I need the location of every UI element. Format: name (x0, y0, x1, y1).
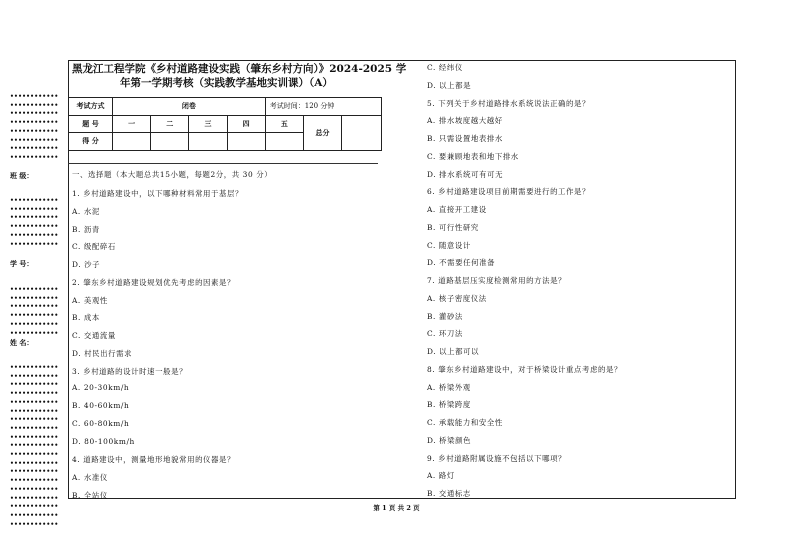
dot-line: •••••••••••• (10, 494, 59, 502)
dot-line: •••••••••••• (10, 231, 59, 239)
dot-line: •••••••••••• (10, 459, 59, 467)
dot-line: •••••••••••• (10, 468, 59, 476)
dot-line: •••••••••••• (10, 442, 59, 450)
question: 9. 乡村道路附属设施不包括以下哪项？ (427, 453, 567, 463)
option: A. 直接开工建设 (427, 205, 487, 214)
dot-line: •••••••••••• (10, 424, 59, 432)
dot-line: •••••••••••• (10, 303, 59, 311)
dot-line: •••••••••••• (10, 223, 59, 231)
dot-line: •••••••••••• (10, 136, 59, 144)
question: 1. 乡村道路建设中，以下哪种材料常用于基层？ (72, 189, 244, 198)
option: D. 排水系统可有可无 (427, 169, 504, 179)
option: D. 村民出行需求 (72, 348, 133, 358)
question: 2. 肇东乡村道路建设规划优先考虑的因素是？ (72, 277, 236, 287)
option: B. 灌砂法 (427, 311, 463, 321)
dot-line: •••••••••••• (10, 312, 59, 320)
exam-title-line2: 年第一学期考核（实践教学基地实训课）（A） (120, 77, 333, 89)
divider (68, 163, 378, 164)
dot-line: •••••••••••• (10, 520, 59, 528)
option: A. 美观性 (72, 295, 108, 305)
dot-line: •••••••••••• (10, 294, 59, 302)
exam-mode-label: 考试方式 (69, 98, 113, 116)
dot-line: •••••••••••• (10, 329, 59, 337)
dot-line: •••••••••••• (10, 119, 59, 127)
dot-line: •••••••••••• (10, 407, 59, 415)
col-2: 二 (151, 115, 189, 133)
dot-line: •••••••••••• (10, 205, 59, 213)
option: D. 以上都可以 (427, 347, 480, 356)
option: C. 要兼顾地表和地下排水 (427, 151, 519, 161)
score-table (68, 97, 382, 151)
option: A. 核子密度仪法 (427, 293, 487, 303)
col-4: 四 (227, 115, 265, 133)
dot-line: •••••••••••• (10, 451, 59, 458)
score-cell (265, 133, 303, 151)
option: C. 环刀法 (427, 329, 463, 339)
question-no-label: 题 号 (69, 115, 113, 133)
dot-line: •••••••••••• (10, 214, 59, 222)
option: C. 60-80km/h (72, 418, 130, 428)
question: 3. 乡村道路的设计时速一般是？ (72, 366, 188, 376)
score-cell (227, 133, 265, 151)
option: A. 桥梁外观 (427, 382, 471, 392)
dot-line: •••••••••••• (10, 101, 59, 109)
dot-line: •••••••••••• (10, 153, 59, 161)
exam-title-line1: 黑龙江工程学院《乡村道路建设实践（肇东乡村方向）》2024-2025 学 (72, 63, 407, 75)
option: B. 可行性研究 (427, 222, 479, 232)
exam-time: 考试时间：120 分钟 (265, 98, 381, 116)
dot-line: •••••••••••• (10, 320, 59, 328)
question: 8. 肇东乡村道路建设中，对于桥梁设计重点考虑的是？ (427, 364, 622, 374)
score-cell (151, 133, 189, 151)
dot-line: •••••••••••• (10, 286, 59, 293)
dot-line: •••••••••••• (10, 127, 59, 135)
option: D. 不需要任何准备 (427, 258, 496, 268)
dot-line: •••••••••••• (10, 197, 59, 204)
option: D. 以上都是 (427, 80, 472, 90)
option: B. 交通标志 (427, 489, 471, 498)
option: A. 水准仪 (72, 473, 108, 482)
question: 4. 道路建设中，测量地形地貌常用的仪器是？ (72, 455, 236, 465)
option: B. 全站仪 (72, 490, 108, 500)
col-5: 五 (265, 115, 303, 133)
option: C. 随意设计 (427, 240, 471, 250)
option: C. 交通流量 (72, 331, 116, 340)
dot-line: •••••••••••• (10, 477, 59, 485)
option: C. 承载能力和安全性 (427, 418, 503, 427)
option: D. 80-100km/h (72, 436, 135, 446)
col-1: 一 (113, 115, 151, 133)
section-heading: 一、选择题（本大题总共15小题，每题2分，共 30 分） (72, 170, 273, 179)
dot-line: •••••••••••• (10, 416, 59, 424)
option: C. 级配碎石 (72, 242, 116, 252)
dot-line: •••••••••••• (10, 145, 59, 153)
student-id-label: 学 号： (10, 259, 34, 268)
dot-line: •••••••••••• (10, 364, 59, 371)
option: C. 经纬仪 (427, 63, 463, 72)
question: 7. 道路基层压实度检测常用的方法是？ (427, 276, 567, 285)
col-3: 三 (189, 115, 227, 133)
page-footer: 第 1 页 共 2 页 (373, 504, 420, 512)
option: B. 只需设置地表排水 (427, 134, 503, 143)
total-cell (342, 115, 382, 150)
dot-line: •••••••••••• (10, 240, 59, 248)
dot-line: •••••••••••• (10, 511, 59, 519)
option: A. 排水坡度越大越好 (427, 116, 503, 126)
class-label: 班 级： (10, 171, 34, 180)
dot-line: •••••••••••• (10, 372, 59, 380)
option: D. 桥梁颜色 (427, 435, 472, 445)
dot-line: •••••••••••• (10, 503, 59, 511)
total-label: 总分 (304, 115, 342, 150)
score-label: 得 分 (69, 133, 113, 151)
name-label: 姓 名： (10, 338, 34, 347)
option: A. 20-30km/h (72, 383, 130, 393)
dot-line: •••••••••••• (10, 485, 59, 493)
dot-line: •••••••••••• (10, 381, 59, 389)
option: D. 沙子 (72, 260, 101, 269)
option: B. 桥梁跨度 (427, 400, 471, 410)
dot-line: •••••••••••• (10, 433, 59, 441)
exam-mode: 闭卷 (113, 98, 266, 116)
option: B. 成本 (72, 313, 100, 323)
question: 5. 下列关于乡村道路排水系统说法正确的是？ (427, 98, 591, 108)
dot-line: •••••••••••• (10, 390, 59, 398)
question: 6. 乡村道路建设项目前期需要进行的工作是？ (427, 187, 591, 197)
dot-line: •••••••••••• (10, 110, 59, 118)
option: A. 水泥 (72, 206, 100, 216)
option: B. 40-60km/h (72, 401, 130, 410)
option: A. 路灯 (427, 471, 455, 481)
score-cell (189, 133, 227, 151)
dot-line: •••••••••••• (10, 398, 59, 406)
score-cell (113, 133, 151, 151)
option: B. 沥青 (72, 224, 100, 234)
dot-line: •••••••••••• (10, 93, 59, 100)
